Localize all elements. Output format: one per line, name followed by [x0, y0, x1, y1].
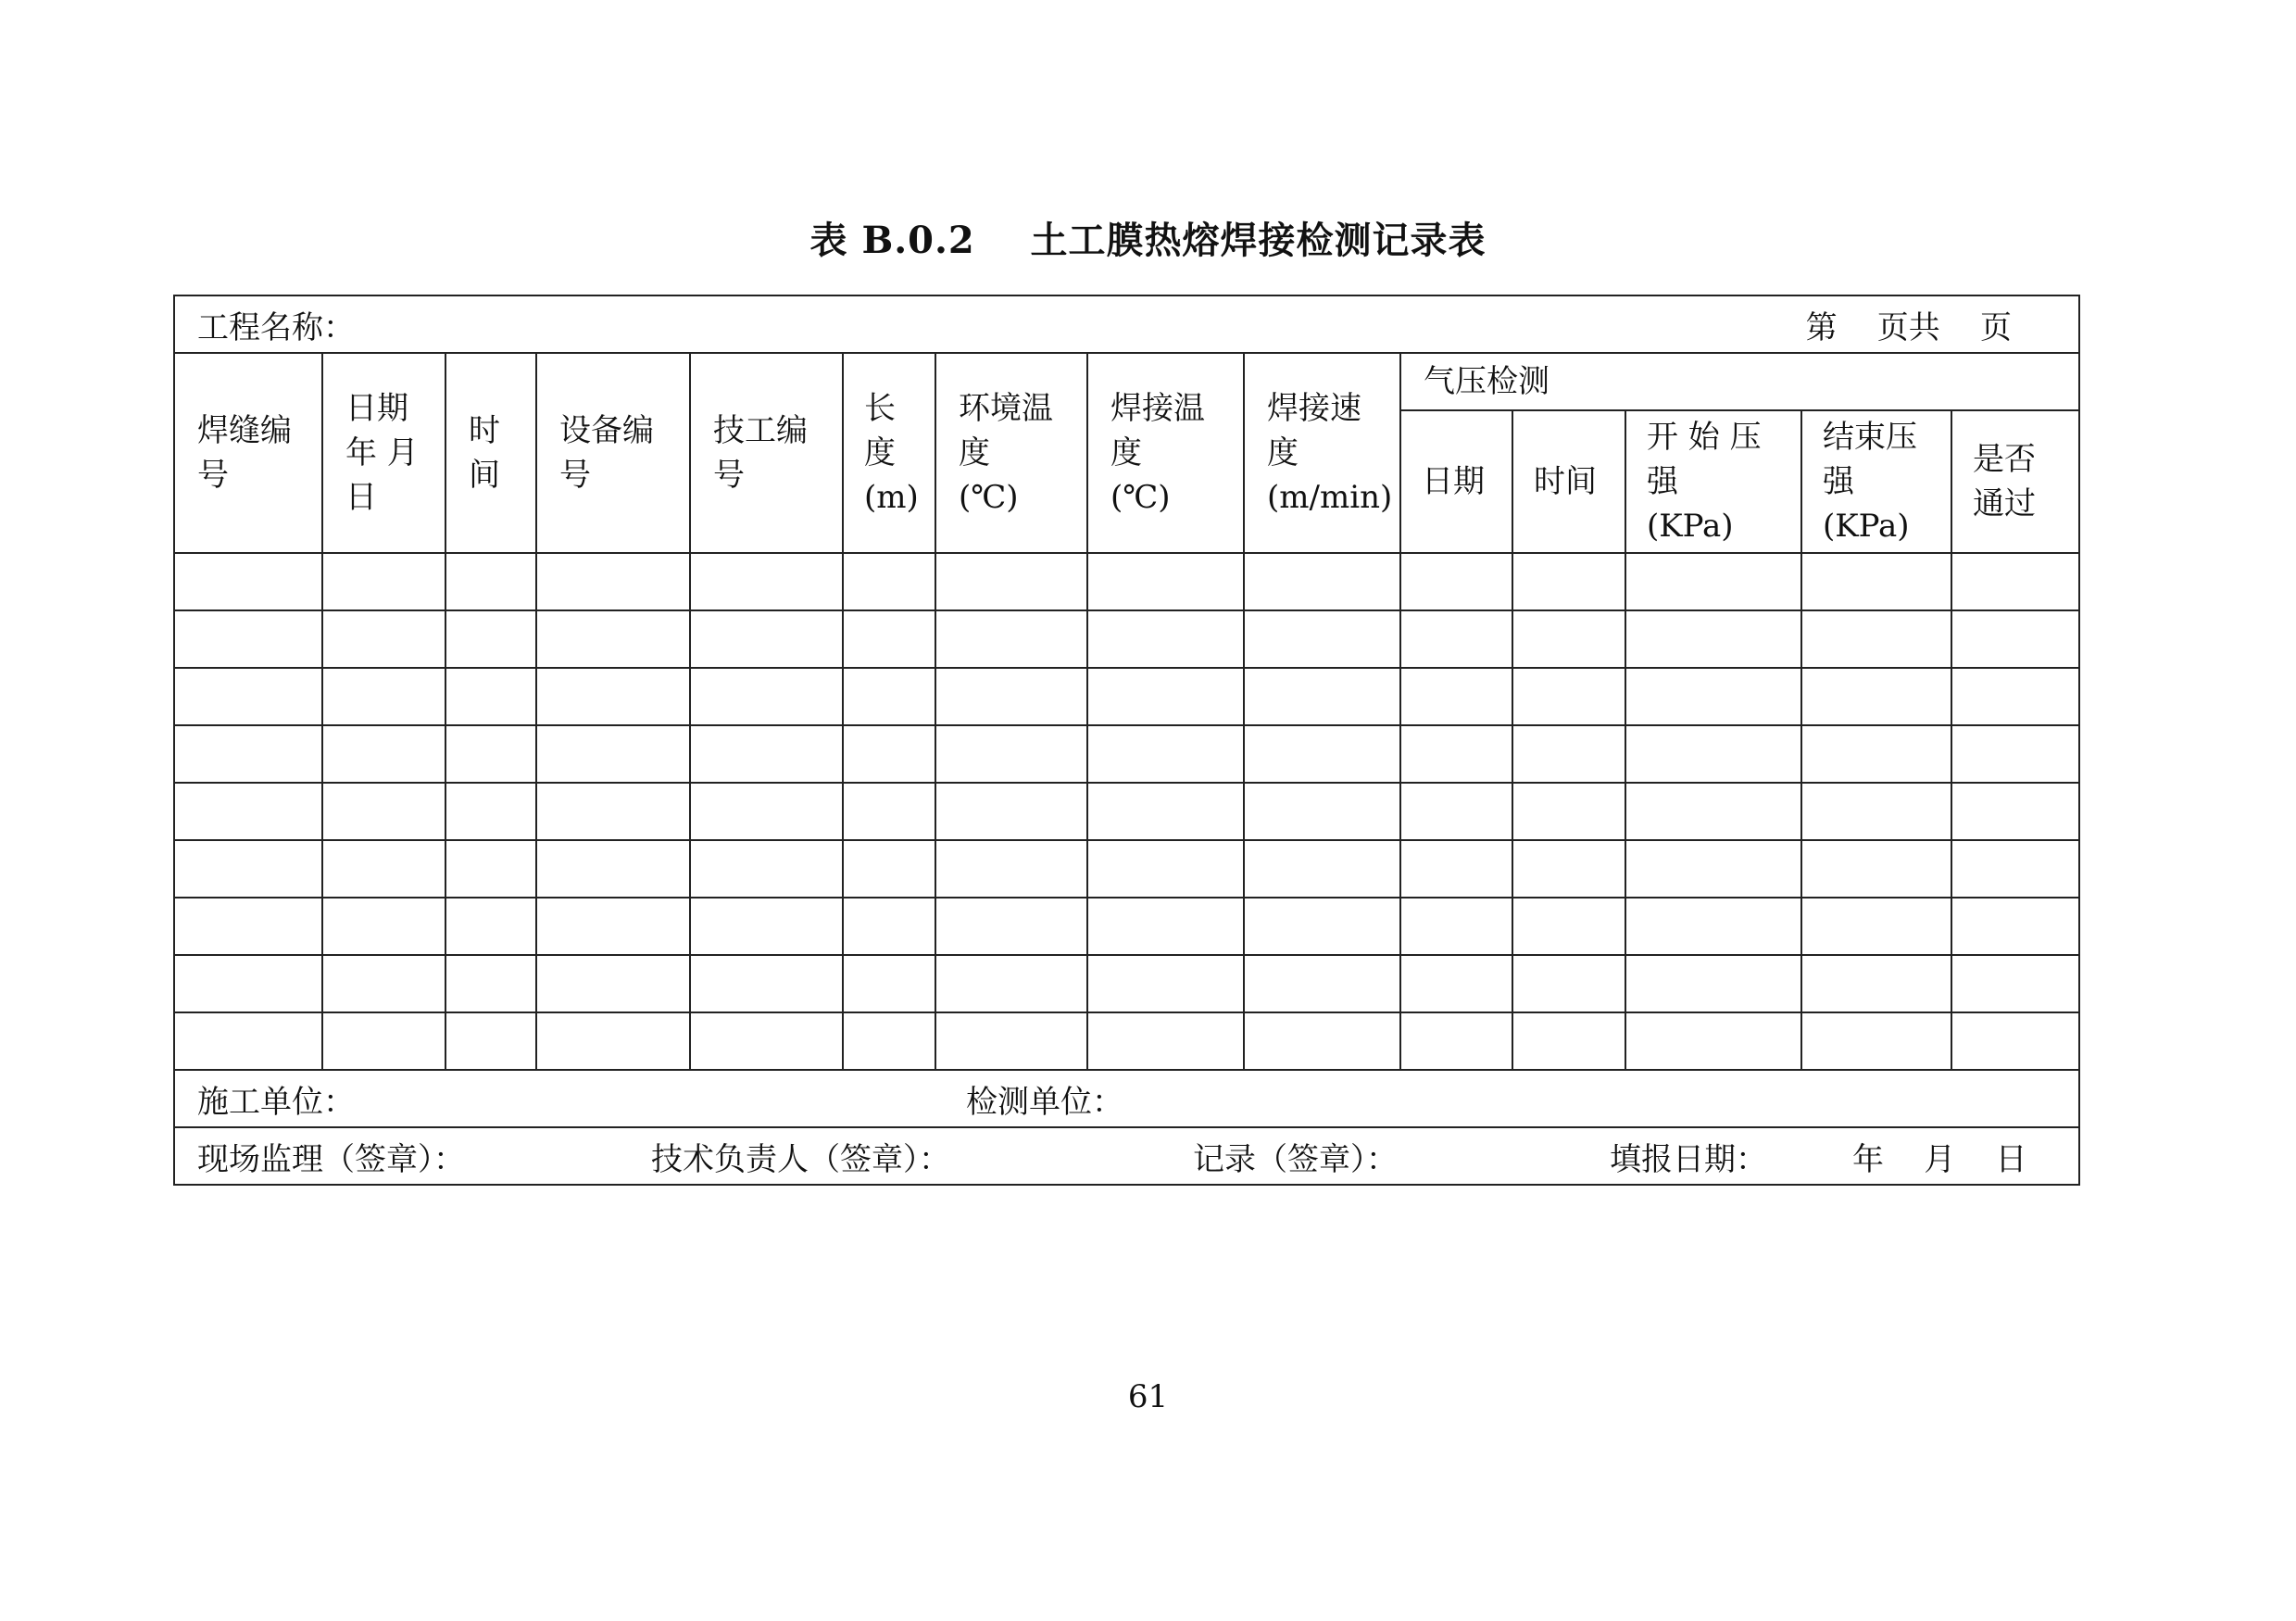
data-cell[interactable]: [322, 1012, 445, 1070]
data-row: [174, 783, 2079, 840]
data-cell[interactable]: [1087, 898, 1244, 955]
data-cell[interactable]: [690, 1012, 843, 1070]
data-cell[interactable]: [322, 725, 445, 783]
data-cell[interactable]: [843, 783, 935, 840]
header-weld-number: 焊缝编 号: [174, 353, 322, 553]
data-cell[interactable]: [690, 553, 843, 610]
data-cell[interactable]: [322, 898, 445, 955]
data-cell[interactable]: [1400, 1012, 1512, 1070]
data-cell[interactable]: [1087, 610, 1244, 668]
data-cell[interactable]: [445, 553, 536, 610]
data-cell[interactable]: [935, 783, 1087, 840]
data-cell[interactable]: [690, 955, 843, 1012]
header-technician-number: 技工编 号: [690, 353, 843, 553]
data-cell[interactable]: [690, 898, 843, 955]
data-cell[interactable]: [1244, 725, 1400, 783]
data-cell[interactable]: [935, 840, 1087, 898]
data-cell[interactable]: [536, 553, 690, 610]
data-cell[interactable]: [536, 725, 690, 783]
data-cell[interactable]: [1625, 955, 1801, 1012]
data-cell[interactable]: [843, 898, 935, 955]
data-cell[interactable]: [1244, 1012, 1400, 1070]
data-cell[interactable]: [322, 840, 445, 898]
data-cell[interactable]: [935, 668, 1087, 725]
data-cell[interactable]: [1951, 725, 2079, 783]
data-cell[interactable]: [1400, 668, 1512, 725]
data-cell[interactable]: [935, 898, 1087, 955]
header-pressure-date: 日期: [1400, 410, 1512, 553]
data-row: [174, 898, 2079, 955]
data-cell[interactable]: [1801, 610, 1951, 668]
supervisor-signature-label: 现场监理（签章）：: [197, 1140, 465, 1178]
data-cell[interactable]: [1087, 1012, 1244, 1070]
data-cell[interactable]: [1512, 668, 1625, 725]
data-row: [174, 955, 2079, 1012]
data-cell[interactable]: [174, 955, 322, 1012]
data-cell[interactable]: [690, 725, 843, 783]
data-cell[interactable]: [1801, 955, 1951, 1012]
data-cell[interactable]: [1244, 783, 1400, 840]
data-cell[interactable]: [1087, 955, 1244, 1012]
data-cell[interactable]: [935, 553, 1087, 610]
header-equipment-number: 设备编 号: [536, 353, 690, 553]
data-cell[interactable]: [1400, 725, 1512, 783]
data-cell[interactable]: [1087, 840, 1244, 898]
data-cell[interactable]: [1625, 725, 1801, 783]
inspection-record-table: [173, 295, 2080, 1186]
data-cell[interactable]: [445, 840, 536, 898]
project-info-cell[interactable]: [174, 295, 2079, 353]
data-cell[interactable]: [445, 1012, 536, 1070]
data-row: [174, 668, 2079, 725]
data-cell[interactable]: [322, 955, 445, 1012]
data-cell[interactable]: [445, 610, 536, 668]
data-cell[interactable]: [536, 668, 690, 725]
header-date: 日期 年 月 日: [322, 353, 445, 553]
data-cell[interactable]: [1400, 610, 1512, 668]
data-cell[interactable]: [445, 898, 536, 955]
data-cell[interactable]: [322, 783, 445, 840]
data-cell[interactable]: [690, 840, 843, 898]
data-cell[interactable]: [1625, 1012, 1801, 1070]
data-cell[interactable]: [843, 668, 935, 725]
header-passed: 是否 通过: [1951, 410, 2079, 553]
data-cell[interactable]: [1625, 553, 1801, 610]
data-cell[interactable]: [1951, 553, 2079, 610]
data-cell[interactable]: [1400, 898, 1512, 955]
data-cell[interactable]: [935, 1012, 1087, 1070]
data-cell[interactable]: [1400, 955, 1512, 1012]
data-cell[interactable]: [1512, 840, 1625, 898]
header-welding-speed: 焊接速 度 (m/min): [1244, 353, 1400, 553]
data-cell[interactable]: [1512, 783, 1625, 840]
header-row-1: [174, 353, 2079, 410]
data-cell[interactable]: [690, 610, 843, 668]
header-air-pressure-test: 气压检测: [1400, 353, 2079, 410]
technical-lead-signature-label: 技术负责人（签章）：: [651, 1140, 950, 1178]
data-cell[interactable]: [1625, 783, 1801, 840]
data-cell[interactable]: [1801, 553, 1951, 610]
data-cell[interactable]: [445, 783, 536, 840]
data-cell[interactable]: [1512, 553, 1625, 610]
data-cell[interactable]: [1512, 898, 1625, 955]
page-of-label: 第 页共 页: [1805, 308, 2013, 346]
data-cell[interactable]: [843, 610, 935, 668]
data-cell[interactable]: [843, 840, 935, 898]
signature-row: [174, 1127, 2079, 1185]
data-cell[interactable]: [445, 725, 536, 783]
data-cell[interactable]: [536, 1012, 690, 1070]
construction-unit-label: 施工单位：: [197, 1083, 355, 1121]
data-cell[interactable]: [174, 725, 322, 783]
project-name-label: 工程名称：: [197, 308, 355, 346]
data-cell[interactable]: [174, 668, 322, 725]
data-cell[interactable]: [1801, 1012, 1951, 1070]
header-end-pressure: 结束压 强 (KPa): [1801, 410, 1951, 553]
data-cell[interactable]: [1512, 1012, 1625, 1070]
data-row: [174, 725, 2079, 783]
recorder-signature-label: 记录（签章）：: [1193, 1140, 1398, 1178]
inspection-unit-label: 检测单位：: [966, 1083, 1123, 1121]
signature-cell[interactable]: [174, 1127, 2079, 1185]
data-cell[interactable]: [1244, 840, 1400, 898]
unit-info-cell[interactable]: [174, 1070, 2079, 1127]
data-cell[interactable]: [536, 610, 690, 668]
data-cell[interactable]: [1400, 553, 1512, 610]
data-cell[interactable]: [1625, 610, 1801, 668]
data-cell[interactable]: [1951, 1012, 2079, 1070]
data-cell[interactable]: [1625, 840, 1801, 898]
fill-date-label: 填报日期：: [1610, 1140, 1767, 1178]
data-cell[interactable]: [536, 898, 690, 955]
data-cell[interactable]: [1087, 553, 1244, 610]
project-info-row: [174, 295, 2079, 353]
data-cell[interactable]: [1951, 610, 2079, 668]
data-cell[interactable]: [445, 955, 536, 1012]
data-cell[interactable]: [843, 725, 935, 783]
data-cell[interactable]: [322, 668, 445, 725]
data-cell[interactable]: [1512, 955, 1625, 1012]
data-cell[interactable]: [174, 783, 322, 840]
data-cell[interactable]: [1400, 840, 1512, 898]
data-row: [174, 1012, 2079, 1070]
data-row: [174, 610, 2079, 668]
data-cell[interactable]: [1801, 840, 1951, 898]
data-cell[interactable]: [174, 898, 322, 955]
data-cell[interactable]: [1400, 783, 1512, 840]
data-cell[interactable]: [1951, 668, 2079, 725]
header-time: 时 间: [445, 353, 536, 553]
data-cell[interactable]: [1951, 783, 2079, 840]
data-cell[interactable]: [843, 553, 935, 610]
data-row: [174, 553, 2079, 610]
data-cell[interactable]: [1244, 610, 1400, 668]
data-row: [174, 840, 2079, 898]
data-cell[interactable]: [1625, 668, 1801, 725]
data-cell[interactable]: [1625, 898, 1801, 955]
header-pressure-time: 时间: [1512, 410, 1625, 553]
data-cell[interactable]: [1951, 840, 2079, 898]
data-cell[interactable]: [1801, 898, 1951, 955]
data-cell[interactable]: [1951, 955, 2079, 1012]
unit-info-row: [174, 1070, 2079, 1127]
header-length: 长 度 (m): [843, 353, 935, 553]
data-cell[interactable]: [174, 553, 322, 610]
header-start-pressure: 开 始 压 强 (KPa): [1625, 410, 1801, 553]
data-cell[interactable]: [174, 1012, 322, 1070]
data-cell[interactable]: [322, 553, 445, 610]
header-ambient-temperature: 环境温 度 (℃): [935, 353, 1087, 553]
page-number: 61: [1127, 1378, 1169, 1415]
data-cell[interactable]: [935, 955, 1087, 1012]
data-cell[interactable]: [1512, 610, 1625, 668]
data-cell[interactable]: [1951, 898, 2079, 955]
data-cell[interactable]: [322, 610, 445, 668]
data-cell[interactable]: [1087, 725, 1244, 783]
data-cell[interactable]: [1801, 725, 1951, 783]
data-cell[interactable]: [935, 610, 1087, 668]
data-cell[interactable]: [1244, 898, 1400, 955]
data-cell[interactable]: [174, 840, 322, 898]
data-cell[interactable]: [843, 955, 935, 1012]
header-welding-temperature: 焊接温 度 (℃): [1087, 353, 1244, 553]
data-cell[interactable]: [843, 1012, 935, 1070]
page-title: 表 B.0.2 土工膜热熔焊接检测记录表: [809, 219, 1487, 262]
data-cell[interactable]: [1244, 553, 1400, 610]
data-cell[interactable]: [174, 610, 322, 668]
data-cell[interactable]: [536, 840, 690, 898]
data-cell[interactable]: [1087, 668, 1244, 725]
data-cell[interactable]: [445, 668, 536, 725]
data-cell[interactable]: [1244, 955, 1400, 1012]
date-parts-label: 年 月 日: [1852, 1140, 2027, 1178]
data-cell[interactable]: [690, 783, 843, 840]
data-cell[interactable]: [1244, 668, 1400, 725]
data-cell[interactable]: [1512, 725, 1625, 783]
data-cell[interactable]: [935, 725, 1087, 783]
data-cell[interactable]: [1087, 783, 1244, 840]
data-cell[interactable]: [690, 668, 843, 725]
data-cell[interactable]: [1801, 783, 1951, 840]
data-cell[interactable]: [536, 783, 690, 840]
data-cell[interactable]: [536, 955, 690, 1012]
data-cell[interactable]: [1801, 668, 1951, 725]
